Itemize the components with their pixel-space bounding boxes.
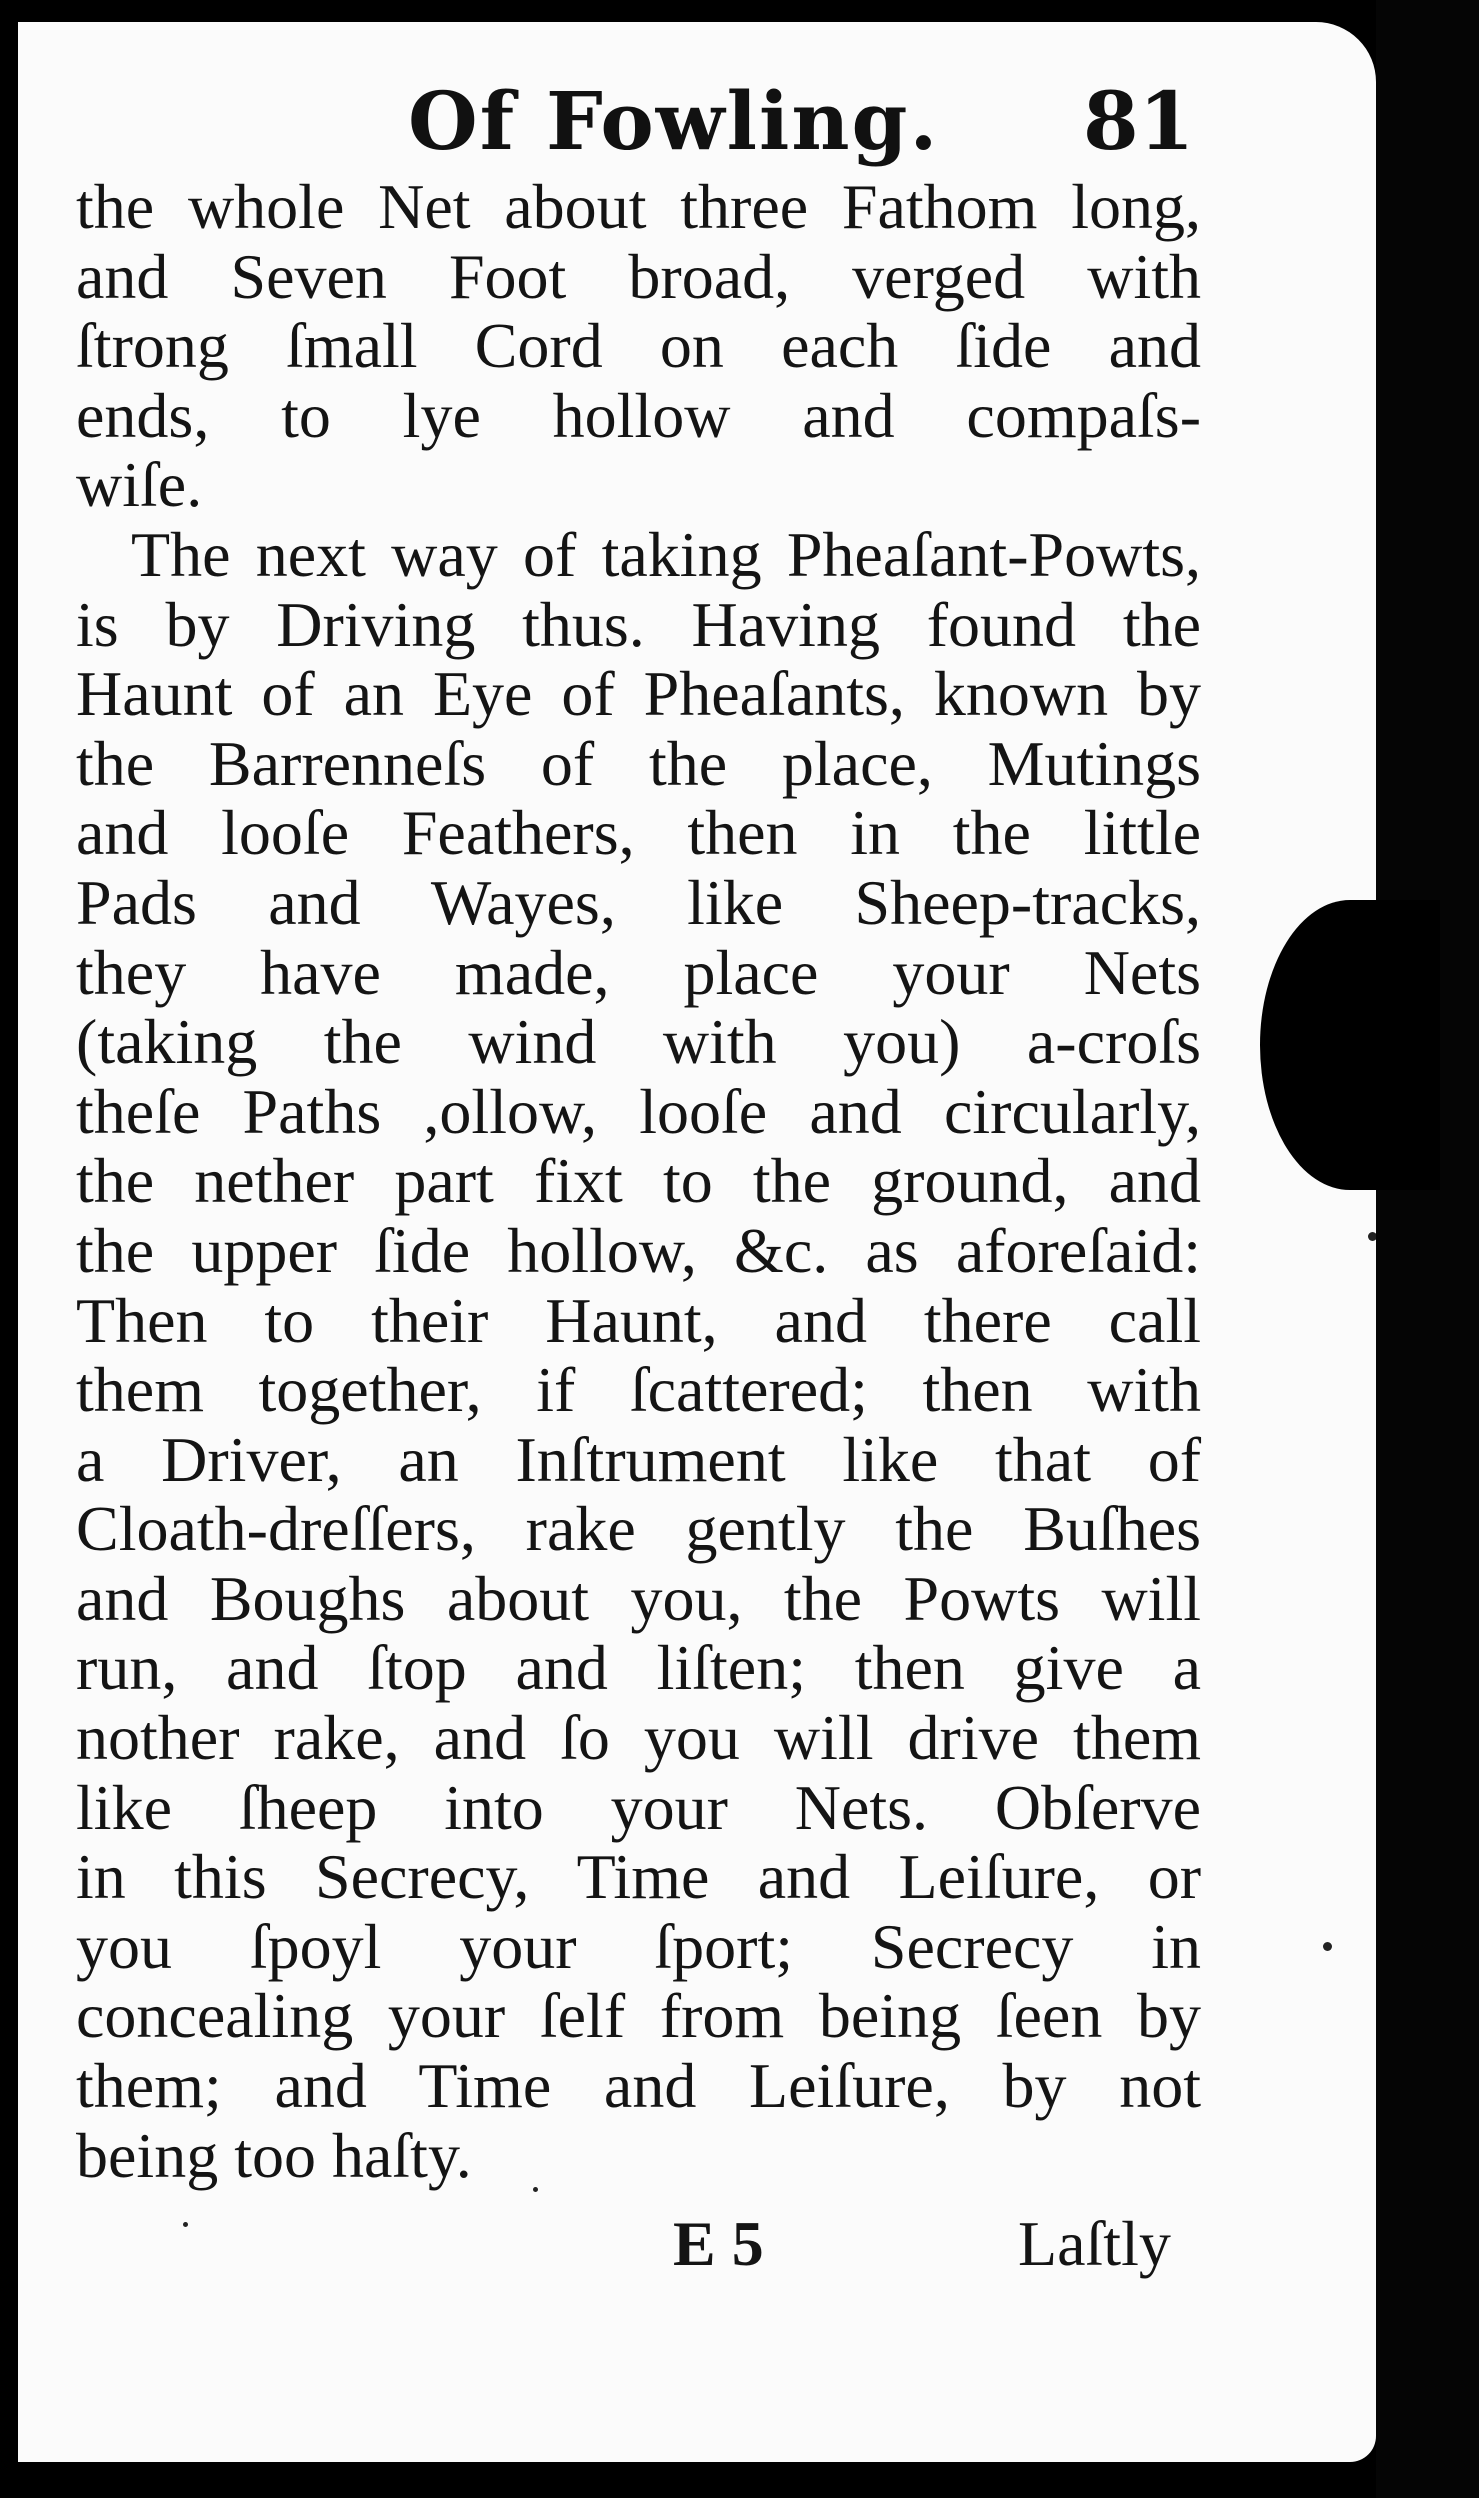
text-line: Cloath-dreſſers, rake gently the Buſhes: [76, 1493, 1201, 1565]
text-line: you ſpoyl your ſport; Secrecy in: [76, 1910, 1201, 1982]
text-line: theſe Paths ,ollow, looſe and circularly,: [76, 1075, 1201, 1147]
book-page: [18, 22, 1376, 2462]
text-line: Pads and Wayes, like Sheep-tracks,: [76, 866, 1201, 938]
text-line: a Driver, an Inſtrument like that of: [76, 1423, 1201, 1495]
ink-speck: [1323, 1942, 1332, 1951]
text-line: The next way of taking Pheaſant-Powts,: [131, 518, 1201, 590]
text-line: Haunt of an Eye of Pheaſants, known by: [76, 658, 1201, 730]
running-title: Of Fowling.: [408, 74, 940, 168]
text-line: the Barrenneſs of the place, Mutings: [76, 727, 1201, 799]
text-line: and looſe Feathers, then in the little: [76, 797, 1201, 869]
catchword: Laſtly: [1018, 2208, 1171, 2279]
body-text: [76, 172, 1201, 2190]
text-line: is by Driving thus. Having found the: [76, 588, 1201, 660]
ink-speck: [533, 2187, 538, 2192]
ink-speck: [1368, 1232, 1376, 1241]
text-line: in this Secrecy, Time and Leiſure, or: [76, 1841, 1201, 1913]
page-number: 81: [1083, 74, 1195, 168]
text-line: wiſe.: [76, 449, 203, 521]
text-line: they have made, place your Nets: [76, 936, 1201, 1008]
text-line: Then to their Haunt, and there call: [76, 1284, 1201, 1356]
text-line: the nether part fixt to the ground, and: [76, 1145, 1201, 1217]
text-line: like ſheep into your Nets. Obſerve: [76, 1771, 1201, 1843]
text-line: ends, to lye hollow and compaſs-: [76, 379, 1201, 451]
text-line: (taking the wind with you) a-croſs: [76, 1006, 1201, 1078]
text-line: ſtrong ſmall Cord on each ſide and: [76, 310, 1201, 382]
text-line: being too haſty.: [76, 2119, 472, 2191]
signature-mark: E 5: [673, 2208, 764, 2279]
text-line: and Boughs about you, the Powts will: [76, 1562, 1201, 1634]
text-line: them together, if ſcattered; then with: [76, 1354, 1201, 1426]
text-line: nother rake, and ſo you will drive them: [76, 1702, 1201, 1774]
page-header: [18, 62, 1376, 172]
text-line: them; and Time and Leiſure, by not: [76, 2050, 1201, 2122]
text-line: the whole Net about three Fathom long,: [76, 171, 1201, 242]
text-line: run, and ſtop and liſten; then give a: [76, 1632, 1201, 1704]
binding-shadow: [1260, 900, 1440, 1190]
right-margin-shadow: [1376, 0, 1479, 2498]
text-line: the upper ſide hollow, &c. as aforeſaid:: [76, 1214, 1201, 1286]
ink-speck: [183, 2222, 188, 2227]
text-line: concealing your ſelf from being ſeen by: [76, 1980, 1201, 2052]
text-line: and Seven Foot broad, verged with: [76, 240, 1201, 312]
